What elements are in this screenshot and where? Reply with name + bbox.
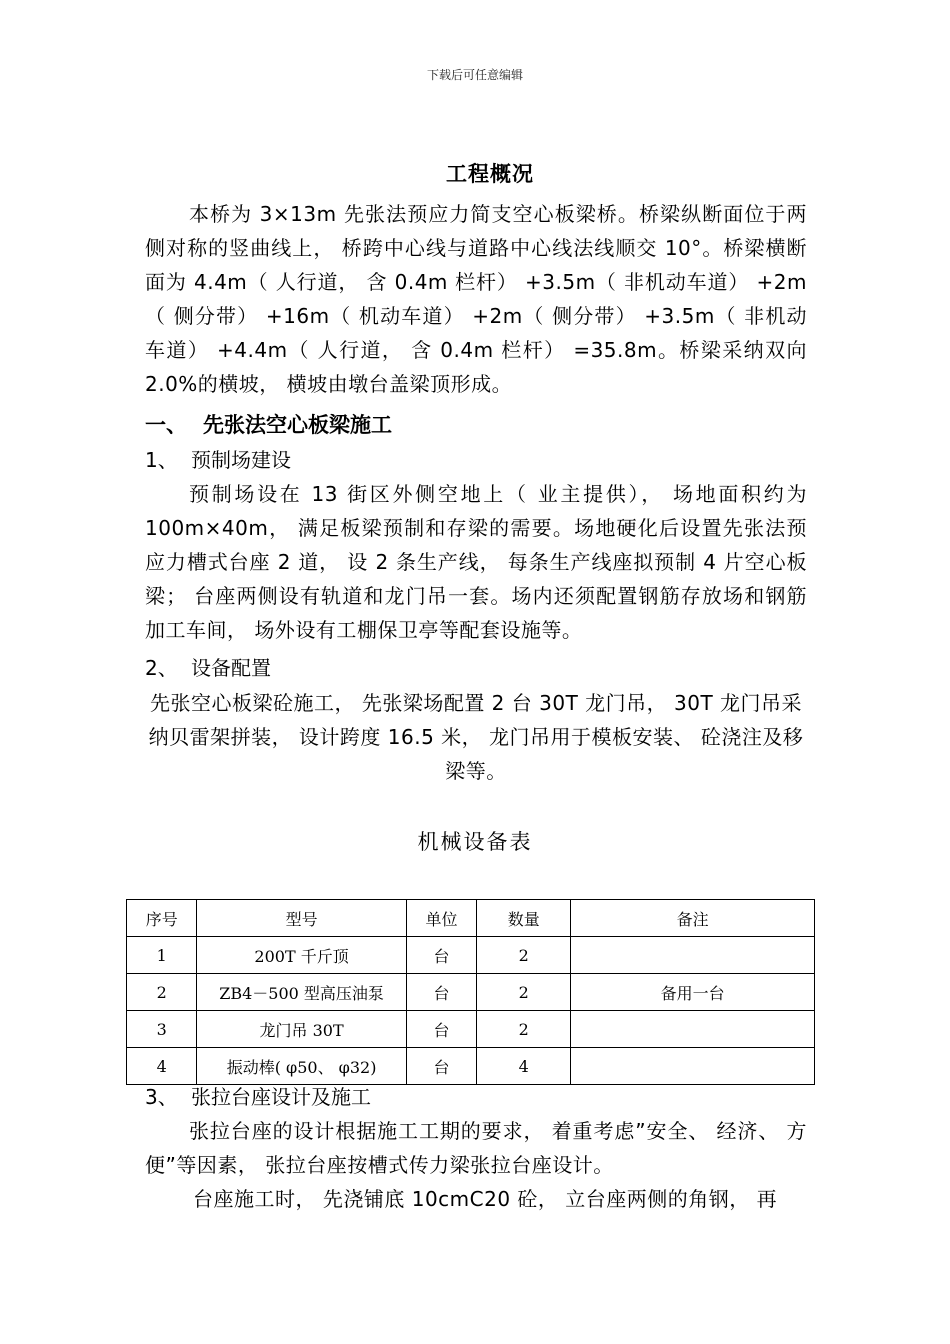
table-cell: 台 xyxy=(406,1011,476,1048)
subsection-number: 1、 xyxy=(145,448,178,472)
table-cell: 200T 千斤顶 xyxy=(197,937,406,974)
table-row xyxy=(127,974,815,1011)
table-cell: 3 xyxy=(127,1011,197,1048)
tension-bed-construction-paragraph: 台座施工时， 先浇铺底 10cmC20 砼， 立台座两侧的角钢， 再 xyxy=(193,1187,778,1211)
prefab-yard-paragraph: 预制场设在 13 街区外侧空地上（ 业主提供）， 场地面积约为 100m×40m， 满足板梁预制和存梁的需要。场地硬化后设置先张法预应力槽式台座 2 道， 设 2 条生产线， 每条生产线座拟预制 4 片空心板梁； 台座两侧设有轨道和龙门吊一套。场内还须配置钢筋存放场和钢筋加工车间， 场外设有工棚保卫亭等配套设施等。 xyxy=(145,482,807,642)
table-cell: 4 xyxy=(477,1048,571,1085)
table-row xyxy=(127,1011,815,1048)
section-title: 先张法空心板梁施工 xyxy=(203,413,392,437)
table-cell: 振动棒( φ50、 φ32) xyxy=(197,1048,406,1085)
subsection-number: 2、 xyxy=(145,656,178,680)
table-cell xyxy=(571,1048,815,1085)
header-note: 下载后可任意编辑 xyxy=(426,68,523,82)
tension-bed-paragraph: 张拉台座的设计根据施工工期的要求， 着重考虑”安全、 经济、 方便”等因素， 张拉台座按槽式传力梁张拉台座设计。 xyxy=(145,1119,807,1177)
subsection-heading-3 xyxy=(145,1081,371,1110)
table-header-row xyxy=(127,900,815,937)
subsection-title: 张拉台座设计及施工 xyxy=(191,1085,371,1109)
table-cell: 1 xyxy=(127,937,197,974)
table-cell: ZB4－500 型高压油泵 xyxy=(197,974,406,1011)
table-cell xyxy=(571,1011,815,1048)
equipment-table xyxy=(126,899,815,1085)
header-cell: 数量 xyxy=(477,900,571,937)
table-cell: 2 xyxy=(477,1011,571,1048)
equipment-paragraph: 先张空心板梁砼施工， 先张梁场配置 2 台 30T 龙门吊， 30T 龙门吊采纳贝雷架拼装， 设计跨度 16.5 米， 龙门吊用于模板安装、 砼浇注及移梁等。 xyxy=(148,691,804,783)
table-cell: 2 xyxy=(477,974,571,1011)
subsection-number: 3、 xyxy=(145,1085,178,1109)
table-row xyxy=(127,937,815,974)
table-cell: 备用一台 xyxy=(571,974,815,1011)
overview-paragraph: 本桥为 3×13m 先张法预应力简支空心板梁桥。桥梁纵断面位于两侧对称的竖曲线上， 桥跨中心线与道路中心线法线顺交 10°。桥梁横断面为 4.4m（ 人行道， 含 0.4m 栏杆） +3.5m（ 非机动车道） +2m（ 侧分带） +16m（ 机动车道） +2m（ 侧分带） +3.5m（ 非机动车道） +4.4m（ 人行道， 含 0.4m 栏杆） =35.8m。桥梁采纳双向 2.0%的横坡， 横坡由墩台盖梁顶形成。 xyxy=(145,202,807,396)
table-cell: 2 xyxy=(477,937,571,974)
header-cell: 型号 xyxy=(197,900,406,937)
subsection-heading-2 xyxy=(145,652,271,681)
subsection-title: 预制场建设 xyxy=(191,448,291,472)
table-cell: 2 xyxy=(127,974,197,1011)
table-cell: 台 xyxy=(406,1048,476,1085)
header-cell: 单位 xyxy=(406,900,476,937)
subsection-heading-1 xyxy=(145,444,291,473)
table-cell xyxy=(571,937,815,974)
page-title: 工程概况 xyxy=(446,162,534,186)
header-cell: 序号 xyxy=(127,900,197,937)
table-title: 机械设备表 xyxy=(417,830,533,854)
header-cell: 备注 xyxy=(571,900,815,937)
table-cell: 龙门吊 30T xyxy=(197,1011,406,1048)
section-heading-1 xyxy=(145,409,392,439)
table-row xyxy=(127,1048,815,1085)
section-number: 一、 xyxy=(145,413,187,437)
subsection-title: 设备配置 xyxy=(191,656,271,680)
table-cell: 台 xyxy=(406,937,476,974)
table-cell: 台 xyxy=(406,974,476,1011)
table-cell: 4 xyxy=(127,1048,197,1085)
